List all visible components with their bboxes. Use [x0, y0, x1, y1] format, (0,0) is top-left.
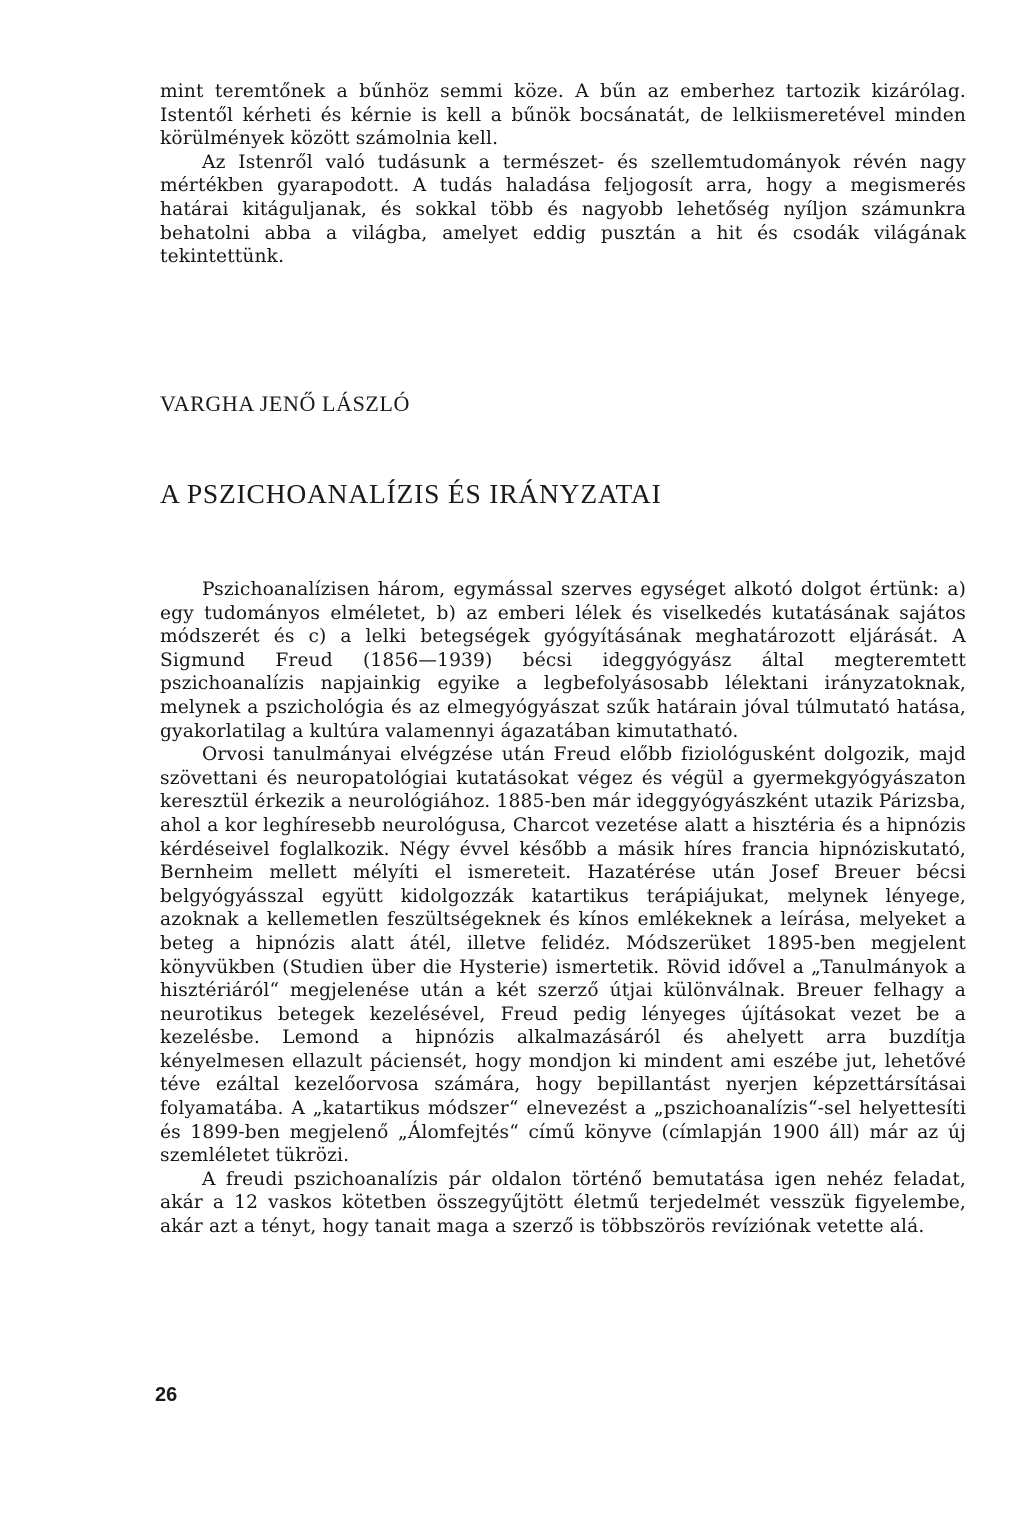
article-paragraph-3: A freudi pszichoanalízis pár oldalon történő bemutatása igen nehéz feladat, akár a 12 vaskos kötetben összegyűjtött életmű terjedelmét vesszük figyelembe, akár azt a tényt, hogy tanait maga a szerző is többszörös revíziónak vetette alá. [160, 1168, 966, 1238]
article-title: A PSZICHOANALÍZIS ÉS IRÁNYZATAI [160, 478, 662, 509]
article-author: VARGHA JENŐ LÁSZLÓ [160, 391, 410, 416]
previous-article-paragraph-2: Az Istenről való tudásunk a természet- és szellemtudományok révén nagy mértékben gyarapodott. A tudás haladása feljogosít arra, hogy a megismerés határai kitáguljanak, és sokkal több és nagyobb lehetőség nyíljon számunkra behatolni abba a világba, amelyet eddig pusztán a hit és csodák világának tekintettünk. [160, 151, 966, 268]
previous-article-text [160, 80, 966, 269]
previous-article-paragraph-1: mint teremtőnek a bűnhöz semmi köze. A bűn az emberhez tartozik kizárólag. Istentől kérheti és kérnie is kell a bűnök bocsánatát, de lelkiismeretével minden körülmények között számolnia kell. [160, 81, 966, 150]
article-paragraph-2: Orvosi tanulmányai elvégzése után Freud előbb fiziológusként dolgozik, majd szövettani és neuropatológiai kutatásokat végez és végül a gyermekgyógyászaton keresztül érkezik a neurológiához. 1885-ben már ideggyógyászként utazik Párizsba, ahol a kor leghíresebb neurológusa, Charcot vezetése alatt a hisztéria és a hipnózis kérdéseivel foglalkozik. Négy évvel később a másik híres francia hipnóziskutató, Bernheim mellett mélyíti el ismereteit. Hazatérése után Josef Breuer bécsi belgyógyásszal együtt kidolgozzák katartikus terápiájukat, melynek lényege, azoknak a kellemetlen feszültségeknek és kínos emlékeknek a leírása, melyeket a beteg a hipnózis alatt átél, illetve felidéz. Módszerüket 1895-ben megjelent könyvükben (Studien über die Hysterie) ismertetik. Rövid idővel a „Tanulmányok a hisztériáról“ megjelenése után a két szerző útjai különválnak. Breuer felhagy a neurotikus betegek kezelésével, Freud pedig lényeges újításokat vezet be a kezelésbe. Lemond a hipnózis alkalmazásáról és ahelyett arra buzdítja kényelmesen ellazult páciensét, hogy mondjon ki mindent ami eszébe jut, lehetővé téve ezáltal kezelőorvosa számára, hogy bepillantást nyerjen képzettársításai folyamatába. A „katartikus módszer“ elnevezést a „pszichoanalízis“-sel helyettesíti és 1899-ben megjelenő „Álomfejtés“ című könyve (címlapján 1900 áll) már az új szemléletet tükrözi. [160, 744, 966, 1167]
article-body [160, 578, 966, 1239]
page-number: 26 [155, 1384, 178, 1406]
article-paragraph-1: Pszichoanalízisen három, egymással szerves egységet alkotó dolgot értünk: a) egy tudományos elméletet, b) az emberi lélek és viselkedés kutatásának sajátos módszerét és c) a lelki betegségek gyógyításának meghatározott eljárását. A Sigmund Freud (1856—1939) bécsi ideggyógyász által megteremtett pszichoanalízis napjainkig egyike a legbefolyásosabb lélektani irányzatoknak, melynek a pszichológia és az elmegyógyászat szűk határain jóval túlmutató hatása, gyakorlatilag a kultúra valamennyi ágazatában kimutatható. [160, 579, 966, 742]
